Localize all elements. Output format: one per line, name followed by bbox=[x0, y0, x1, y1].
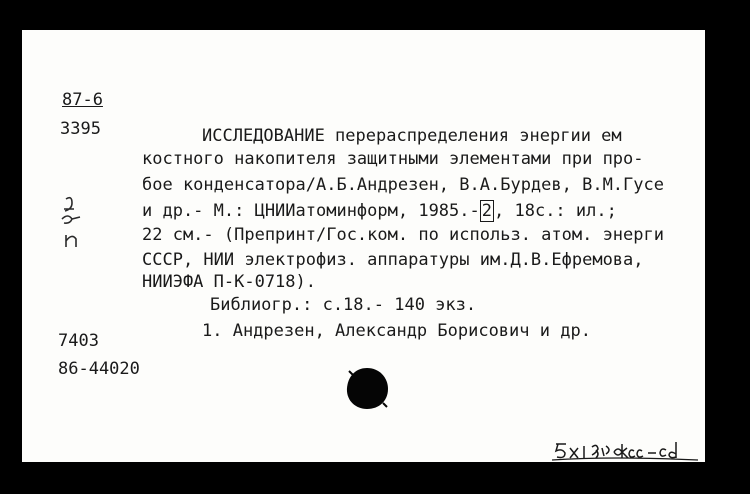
entry-line-4-text: и др.- М.: ЦНИИатоминформ, 1985.- bbox=[142, 201, 480, 221]
entry-line-7: НИИЭФА П-К-0718). bbox=[142, 272, 316, 292]
call-number-bottom: 3395 bbox=[60, 119, 101, 139]
catalog-card bbox=[22, 30, 705, 462]
call-number-top: 87-6 bbox=[62, 90, 103, 110]
entry-line-2: костного накопителя защитными элементами при про- bbox=[142, 149, 644, 169]
entry-line-4 bbox=[142, 201, 617, 221]
entry-line-1: ИССЛЕДОВАНИЕ перераспределения энергии ем bbox=[202, 126, 622, 146]
entry-line-3: бое конденсатора/А.Б.Андрезен, В.А.Бурдев, В.М.Гусе bbox=[142, 175, 664, 195]
margin-handwriting bbox=[58, 195, 86, 255]
boxed-value: 2 bbox=[481, 201, 493, 221]
handwritten-stamp bbox=[552, 438, 702, 462]
entry-line-9: 1. Андрезен, Александр Борисович и др. bbox=[202, 321, 591, 341]
accession-number-2: 86-44020 bbox=[58, 359, 140, 379]
entry-line-6: СССР, НИИ электрофиз. аппаратуры им.Д.В.Ефремова, bbox=[142, 250, 644, 270]
entry-line-4-tail: , 18с.: ил.; bbox=[494, 201, 617, 221]
accession-number-1: 7403 bbox=[58, 331, 99, 351]
entry-line-5: 22 см.- (Препринт/Гос.ком. по использ. атом. энерги bbox=[142, 225, 664, 245]
entry-line-8: Библиогр.: с.18.- 140 экз. bbox=[210, 295, 477, 315]
ink-blot bbox=[343, 365, 391, 411]
